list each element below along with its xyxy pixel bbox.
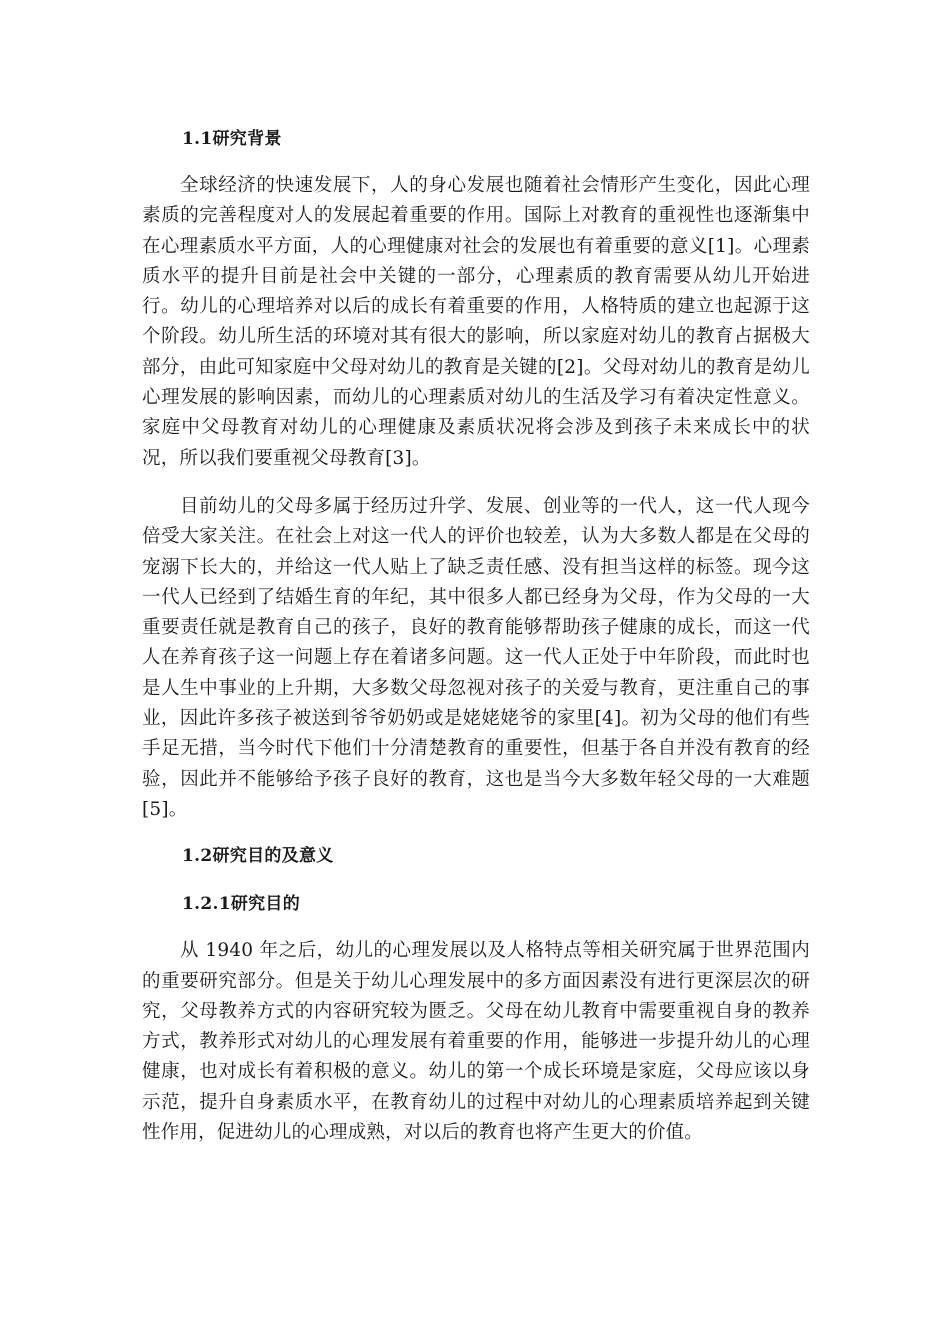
paragraph-research-background-1: 全球经济的快速发展下，人的身心发展也随着社会情形产生变化，因此心理素质的完善程度对人的发展起着重要的作用。国际上对教育的重视性也逐渐集中在心理素质水平方面，人的心理健康对社会的发展也有着重要的意义[1]。心理素质水平的提升目前是社会中关键的一部分，心理素质的教育需要从幼儿开始进行。幼儿的心理培养对以后的成长有着重要的作用，人格特质的建立也起源于这个阶段。幼儿所生活的环境对其有很大的影响，所以家庭对幼儿的教育占据极大部分，由此可知家庭中父母对幼儿的教育是关键的[2]。父母对幼儿的教育是幼儿心理发展的影响因素，而幼儿的心理素质对幼儿的生活及学习有着决定性意义。家庭中父母教育对幼儿的心理健康及素质状况将会涉及到孩子未来成长中的状况，所以我们要重视父母教育[3]。 [142, 175, 810, 469]
paragraph-research-purpose: 从 1940 年之后，幼儿的心理发展以及人格特点等相关研究属于世界范围内的重要研究部分。但是关于幼儿心理发展中的多方面因素没有进行更深层次的研究，父母教养方式的内容研究较为匮乏。父母在幼儿教育中需要重视自身的教养方式，教养形式对幼儿的心理发展有着重要的作用，能够进一步提升幼儿的心理健康，也对成长有着积极的意义。幼儿的第一个成长环境是家庭，父母应该以身示范，提升自身素质水平，在教育幼儿的过程中对幼儿的心理素质培养起到关键性作用，促进幼儿的心理成熟，对以后的教育也将产生更大的价值。 [142, 940, 810, 1144]
document-body [142, 124, 810, 1148]
section-heading-1-2: 1.2研究目的及意义 [182, 846, 334, 867]
section-heading-1-1: 1.1研究背景 [182, 129, 282, 149]
section-heading-1-2-1: 1.2.1研究目的 [182, 894, 301, 915]
paragraph-research-background-2: 目前幼儿的父母多属于经历过升学、发展、创业等的一代人，这一代人现今倍受大家关注。在社会上对这一代人的评价也较差，认为大多数人都是在父母的宠溺下长大的，并给这一代人贴上了缺乏责任感、没有担当这样的标签。现今这一代人已经到了结婚生育的年纪，其中很多人都已经身为父母，作为父母的一大重要责任就是教育自己的孩子，良好的教育能够帮助孩子健康的成长，而这一代人在养育孩子这一问题上存在着诸多问题。这一代人正处于中年阶段，而此时也是人生中事业的上升期，大多数父母忽视对孩子的关爱与教育，更注重自己的事业，因此许多孩子被送到爷爷奶奶或是姥姥姥爷的家里[4]。初为父母的他们有些手足无措，当今时代下他们十分清楚教育的重要性，但基于各自并没有教育的经验，因此并不能够给予孩子良好的教育，这也是当今大多数年轻父母的一大难题[5]。 [142, 495, 810, 820]
